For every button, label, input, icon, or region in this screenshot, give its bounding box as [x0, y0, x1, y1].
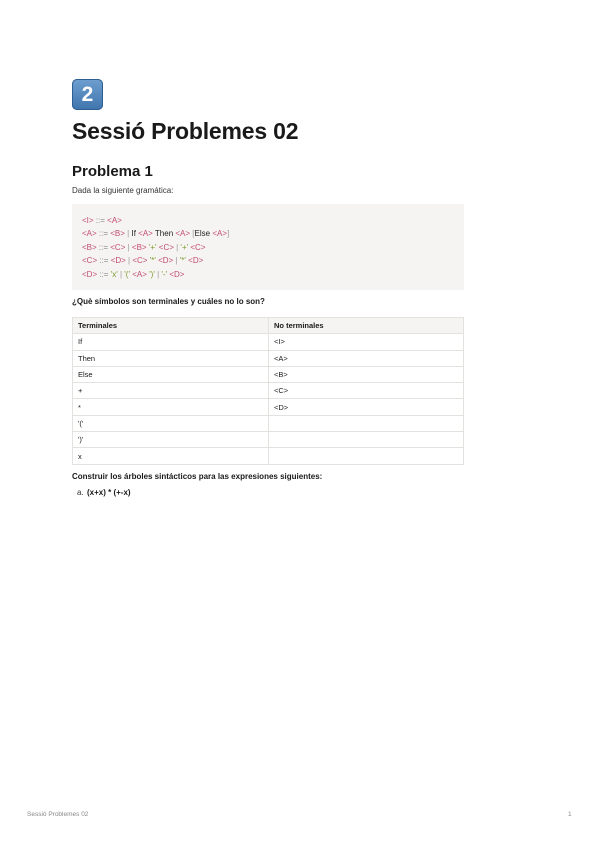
table-cell: <A> [269, 350, 464, 366]
grammar-token: Else [194, 229, 213, 239]
grammar-token: <C> [82, 256, 98, 266]
grammar-token: ::= [93, 216, 108, 225]
table-row [73, 334, 464, 350]
table-cell: <D> [269, 399, 464, 415]
question-text: ¿Què símbolos son terminales y cuáles no lo son? [72, 297, 265, 306]
grammar-token: | [117, 269, 125, 279]
grammar-token: '*' [147, 256, 159, 266]
grammar-line [82, 241, 454, 254]
intro-text: Dada la siguiente gramática: [72, 186, 174, 195]
grammar-token: <D> [169, 269, 185, 279]
table-row [73, 448, 464, 464]
page-title: Sessió Problemes 02 [72, 118, 299, 144]
grammar-code-block [72, 204, 464, 290]
grammar-token: '+' [180, 242, 191, 252]
table-cell: + [73, 383, 269, 399]
grammar-token: <A> [212, 229, 227, 239]
grammar-token: ::= [96, 242, 111, 252]
list-item [77, 487, 464, 498]
table-row [73, 366, 464, 382]
grammar-token: <I> [82, 216, 94, 225]
grammar-token: <A> [138, 229, 153, 239]
keycap-two-icon: 2 [72, 79, 103, 110]
table-cell [269, 432, 464, 448]
grammar-token: If [131, 229, 139, 239]
table-cell: If [73, 334, 269, 350]
table-row [73, 432, 464, 448]
grammar-token: | [124, 229, 132, 239]
page-content [72, 79, 464, 498]
expression-list [72, 487, 464, 498]
grammar-token: <A> [107, 216, 122, 225]
grammar-token: ::= [97, 256, 111, 266]
list-marker: a. [77, 487, 84, 497]
table-cell [269, 448, 464, 464]
table-row [73, 399, 464, 415]
header-terminales: Terminales [73, 318, 269, 334]
grammar-line [82, 268, 454, 281]
grammar-line [82, 254, 454, 267]
grammar-token: <D> [188, 256, 204, 266]
header-no-terminales: No terminales [269, 318, 464, 334]
table-row [73, 415, 464, 431]
grammar-token: <C> [132, 256, 148, 266]
construct-heading: Construir los árboles sintácticos para las expresiones siguientes: [72, 471, 323, 481]
grammar-token: [ [190, 229, 195, 239]
table-cell: <B> [269, 366, 464, 382]
grammar-token: | [125, 242, 132, 252]
grammar-token: | [173, 256, 180, 266]
table-cell: <I> [269, 334, 464, 350]
table-cell: '(' [73, 415, 269, 431]
grammar-token: | [154, 269, 162, 279]
grammar-token: <B> [110, 229, 125, 239]
grammar-token: <B> [131, 242, 147, 252]
grammar-token: <A> [175, 229, 191, 239]
table-cell: Then [73, 350, 269, 366]
table-cell: x [73, 448, 269, 464]
table-cell: Else [73, 366, 269, 382]
grammar-token: ')' [146, 269, 155, 279]
table-cell: ')' [73, 432, 269, 448]
footer-title: Sessió Problemes 02 [27, 811, 89, 818]
grammar-token: ::= [96, 229, 111, 239]
grammar-token: '(' [124, 269, 133, 279]
grammar-token: Then [152, 229, 176, 239]
table-row [73, 350, 464, 366]
grammar-token: <C> [158, 242, 174, 252]
grammar-token: <A> [82, 229, 97, 239]
table-cell: <C> [269, 383, 464, 399]
table-header-row [73, 318, 464, 334]
problem-heading: Problema 1 [72, 163, 153, 180]
grammar-line [82, 227, 454, 240]
grammar-token: | [173, 242, 181, 252]
grammar-token: <D> [110, 256, 126, 266]
grammar-token: <C> [110, 242, 126, 252]
grammar-token: '+' [146, 242, 159, 252]
grammar-line [82, 214, 454, 227]
terminals-table [72, 317, 464, 465]
table-cell: * [73, 399, 269, 415]
grammar-token: 'x' [110, 269, 118, 279]
grammar-token: '-' [161, 269, 170, 279]
grammar-token: <D> [158, 256, 174, 266]
grammar-token: <A> [132, 269, 147, 279]
expression-text: (x+x) * (+-x) [87, 487, 131, 497]
grammar-token: <B> [82, 242, 97, 252]
table-row [73, 383, 464, 399]
grammar-token: ::= [97, 269, 111, 279]
grammar-token: ] [227, 229, 230, 239]
grammar-token: '*' [179, 256, 189, 266]
page-number: 1 [568, 811, 572, 818]
grammar-token: <C> [190, 242, 206, 252]
grammar-token: <D> [82, 269, 98, 279]
grammar-token: | [125, 256, 133, 266]
table-cell [269, 415, 464, 431]
